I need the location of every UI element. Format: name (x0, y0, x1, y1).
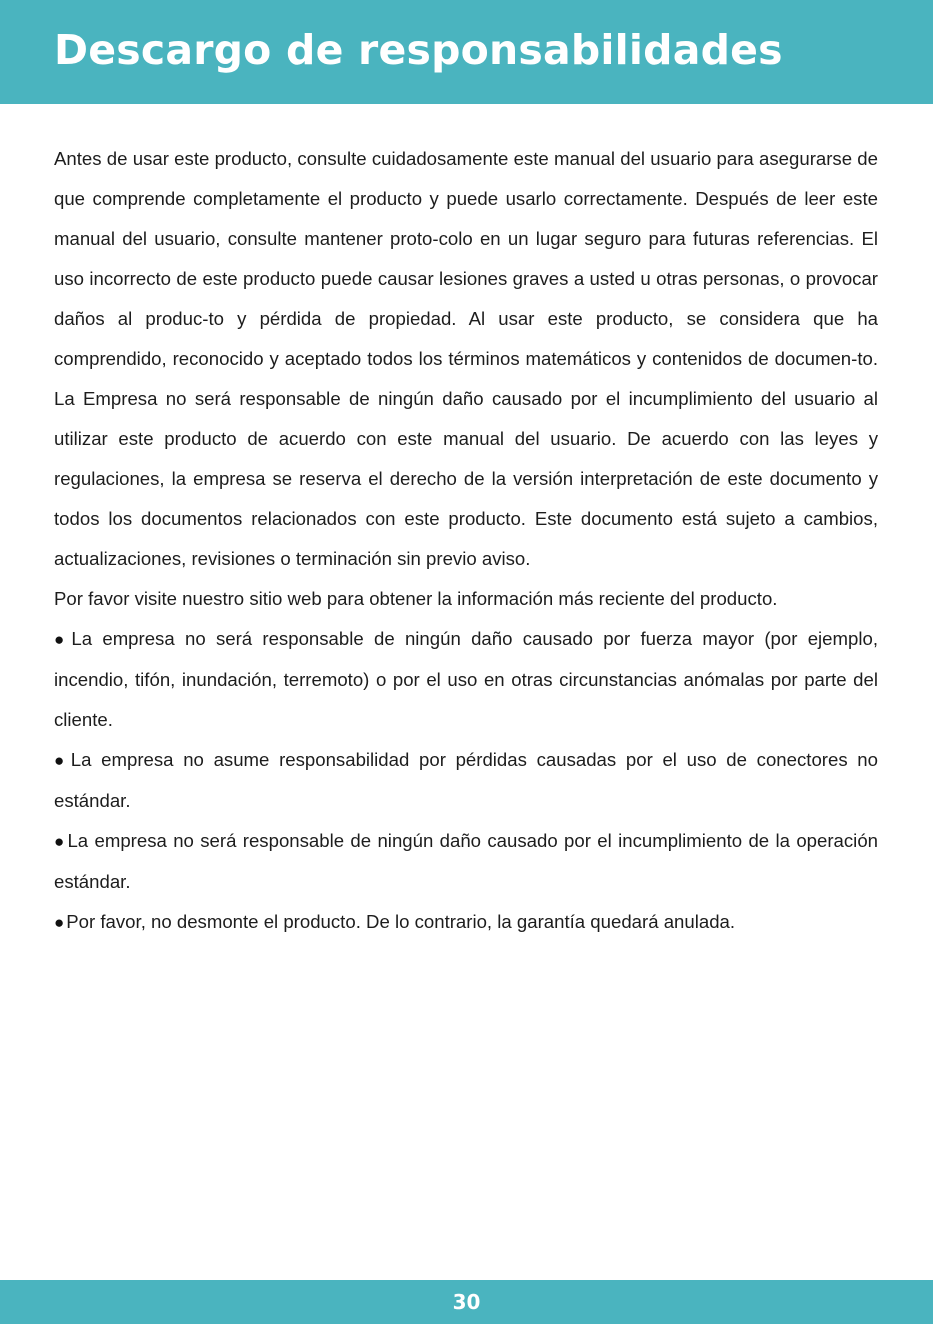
website-note-paragraph: Por favor visite nuestro sitio web para obtener la información más reciente del producto. (54, 588, 778, 609)
page-title: Descargo de responsabilidades (54, 26, 783, 74)
page-footer (0, 1280, 933, 1324)
disclaimer-content (54, 139, 878, 943)
page-number: 30 (452, 1290, 481, 1314)
bullet-item-force-majeure: ● La empresa no será responsable de ningún daño causado por fuerza mayor (por ejemplo, incendio, tifón, inundación, terremoto) o por el uso en otras circunstancias anómalas por parte del cliente. (54, 619, 878, 740)
bullet-item-standard-operation: ● La empresa no será responsable de ningún daño causado por el incumplimiento de la operación estándar. (54, 821, 878, 902)
page-header (0, 0, 933, 104)
bullet-item-warranty: ● Por favor, no desmonte el producto. De lo contrario, la garantía quedará anulada. (54, 902, 878, 943)
intro-paragraph: Antes de usar este producto, consulte cuidadosamente este manual del usuario para asegurarse de que comprende completamente el producto y puede usarlo correctamente. Después de leer este manual del usuario, consulte mantener proto-colo en un lugar seguro para futuras referencias. El uso incorrecto de este producto puede causar lesiones graves a usted u otras personas, o provocar daños al produc-to y pérdida de propiedad. Al usar este producto, se considera que ha comprendido, reconocido y aceptado todos los términos matemáticos y contenidos de documen-to. La Empresa no será responsable de ningún daño causado por el incumplimiento del usuario al utilizar este producto de acuerdo con este manual del usuario. De acuerdo con las leyes y regulaciones, la empresa se reserva el derecho de la versión interpretación de este documento y todos los documentos relacionados con este producto. Este documento está sujeto a cambios, actualizaciones, revisiones o terminación sin previo aviso. (54, 148, 878, 569)
bullet-item-connectors: ● La empresa no asume responsabilidad por pérdidas causadas por el uso de conectores no estándar. (54, 740, 878, 821)
